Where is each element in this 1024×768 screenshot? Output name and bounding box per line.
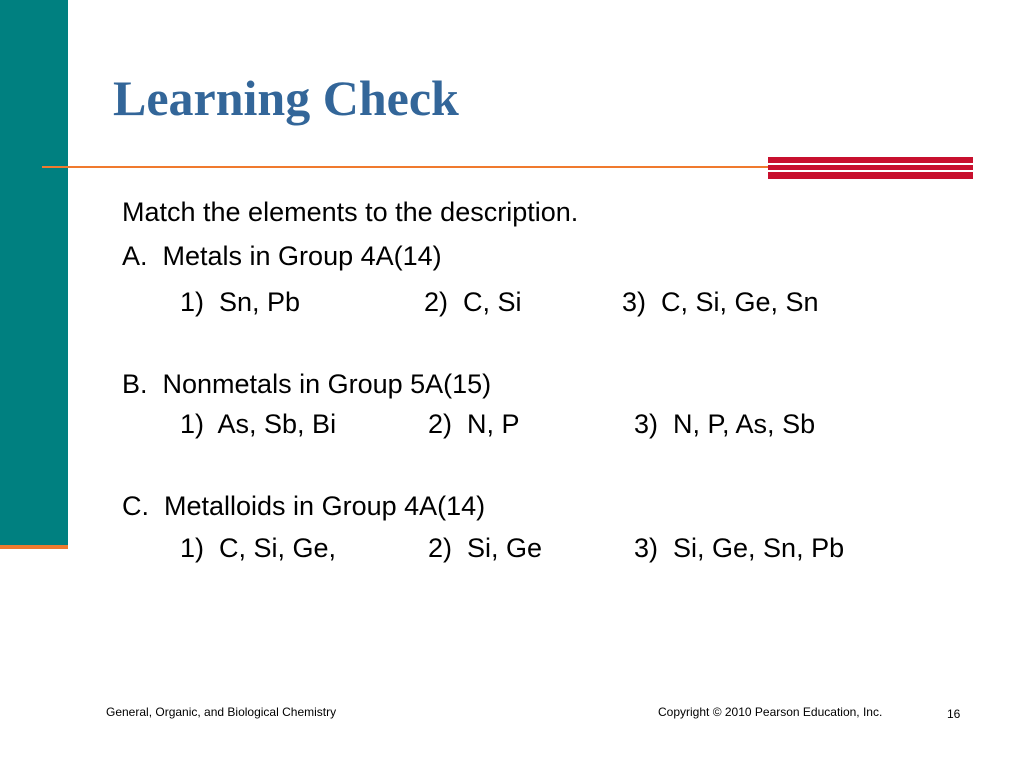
question-b-heading: B. Nonmetals in Group 5A(15) (122, 369, 492, 399)
red-striped-accent (768, 157, 973, 179)
title-divider (42, 166, 772, 168)
question-b-option-1: 1) As, Sb, Bi (180, 409, 337, 439)
teal-side-bar (0, 0, 68, 545)
orange-accent-line (0, 545, 68, 549)
footer-book-title: General, Organic, and Biological Chemistry (106, 705, 337, 719)
question-a-option-2: 2) C, Si (424, 287, 522, 317)
accent-stripe (768, 163, 973, 165)
question-a-option-3: 3) C, Si, Ge, Sn (622, 287, 819, 317)
question-c-option-1: 1) C, Si, Ge, (180, 533, 337, 563)
accent-stripe (768, 170, 973, 172)
question-c-option-3: 3) Si, Ge, Sn, Pb (634, 533, 845, 563)
page-number: 16 (947, 707, 961, 721)
question-c-option-2: 2) Si, Ge (428, 533, 543, 563)
footer-copyright: Copyright © 2010 Pearson Education, Inc. (658, 705, 883, 719)
question-a-heading: A. Metals in Group 4A(14) (122, 241, 442, 271)
question-b-option-3: 3) N, P, As, Sb (634, 409, 816, 439)
slide-title: Learning Check (113, 70, 459, 126)
question-c-heading: C. Metalloids in Group 4A(14) (122, 491, 486, 521)
question-a-option-1: 1) Sn, Pb (180, 287, 301, 317)
instructions: Match the elements to the description. (122, 197, 579, 227)
question-b-option-2: 2) N, P (428, 409, 520, 439)
